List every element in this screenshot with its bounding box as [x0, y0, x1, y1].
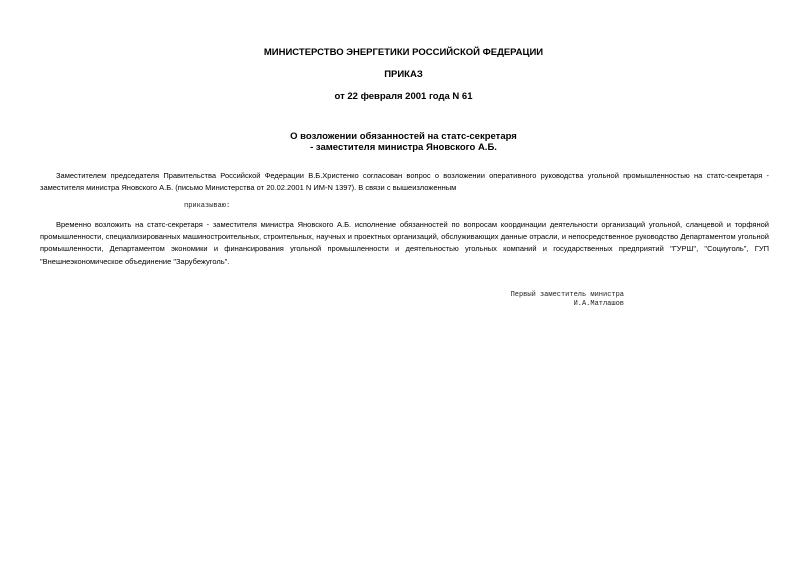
ministry-title: МИНИСТЕРСТВО ЭНЕРГЕТИКИ РОССИЙСКОЙ ФЕДЕРАЦИИ: [263, 47, 544, 58]
subject-line-2: - заместителя министра Яновского А.Б.: [310, 142, 497, 153]
signature-name: И.А.Матлашов: [573, 300, 624, 308]
signature-position: Первый заместитель министра: [510, 291, 624, 299]
subject-line-1: О возложении обязанностей на статс-секретаря: [290, 131, 517, 142]
order-word: приказываю:: [184, 202, 231, 210]
document-date-number: от 22 февраля 2001 года N 61: [334, 91, 473, 102]
document-type: ПРИКАЗ: [384, 69, 423, 80]
order-paragraph: Временно возложить на статс-секретаря - заместителя министра Яновского А.Б. исполнение обязанностей по вопросам координации деятельности организаций угольной, сланцевой и торфяной промышленности, специализированных машиностроительных, строительных, научных и проектных организаций, обслуживающих данные отрасли, и непосредственное руководство Департаментом угольной промышленности, Департаментом экономики и финансирования угольной промышленности и деятельностью угольных компаний и государственных предприятий "ГУРШ", "Социуголь", ГУП "Внешнеэкономическое объединение "Зарубежуголь".: [40, 220, 769, 266]
preamble-paragraph: Заместителем председателя Правительства Российской Федерации В.Б.Христенко согласован вопрос о возложении оперативного руководства угольной промышленностью на статс-секретаря - заместителя министра Яновского А.Б. (письмо Министерства от 20.02.2001 N ИМ-N 1397). В связи с вышеизложенным: [40, 171, 769, 193]
